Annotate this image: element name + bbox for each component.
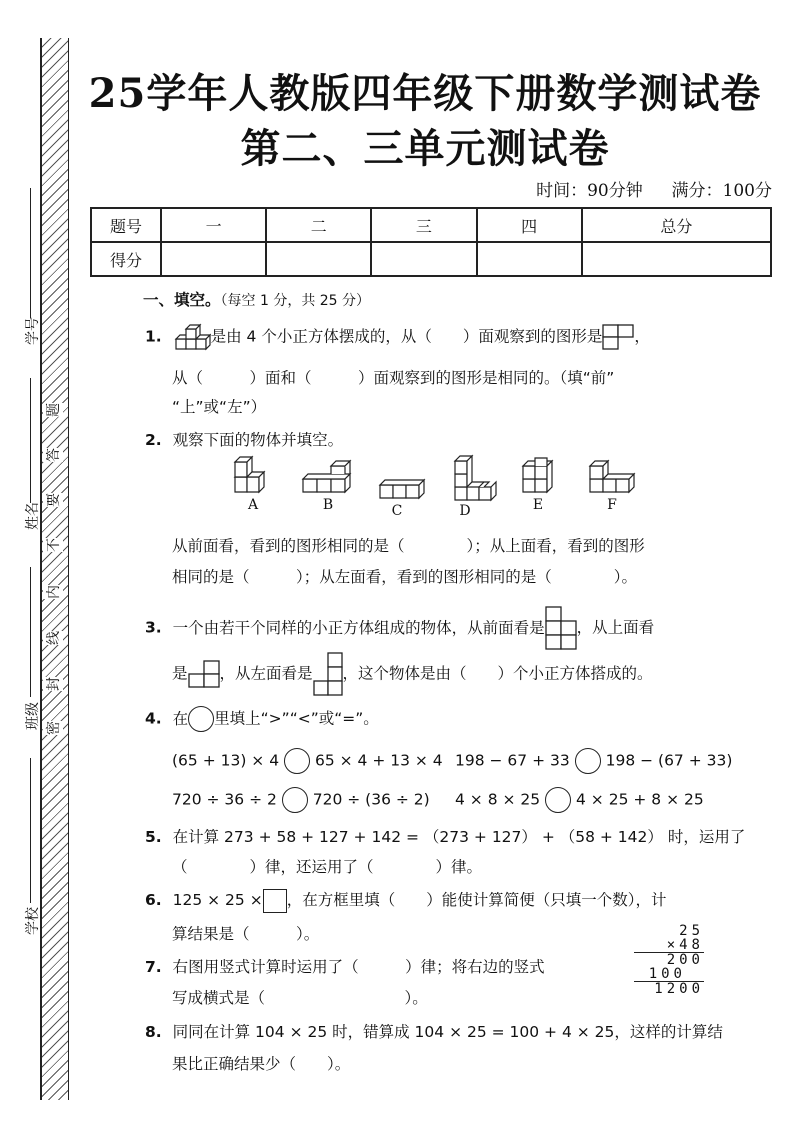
answer-circle[interactable]: [575, 748, 601, 774]
q3-text-a: 一个由若干个同样的小正方体组成的物体，从前面看是: [172, 618, 545, 637]
expr-right: 720 ÷ (36 ÷ 2): [312, 790, 430, 809]
q4-text-a: 在: [172, 709, 189, 728]
score-header-cell: 题号: [91, 208, 161, 242]
question-3-line-2: [172, 652, 653, 696]
q1-text-a: 是由 4 个小正方体摆成的，从（ ）面观察到的图形是: [210, 327, 603, 346]
section-heading: [143, 288, 370, 310]
seal-char: 要: [43, 493, 63, 507]
question-2-line-2: 从前面看，看到的图形相同的是（ ）；从上面看，看到的图形: [172, 537, 645, 555]
score-cell[interactable]: [161, 242, 266, 276]
compare-item-3: [172, 787, 430, 813]
compare-item-1: [172, 748, 443, 774]
q3-text-e: ，这个物体是由（ ）个小正方体搭成的。: [342, 664, 653, 683]
question-number: 2.: [145, 431, 162, 449]
cube-figures: [225, 452, 645, 522]
vm-row: 200: [666, 952, 704, 968]
section-title: 一、填空。: [143, 291, 221, 309]
seal-char: 密: [43, 721, 63, 735]
expr-right: 65 × 4 + 13 × 4: [314, 751, 443, 770]
time-limit: 时间：90分钟: [536, 181, 643, 201]
q6-text-b: ，在方框里填（ ）能使计算简便（只填一个数），计: [286, 891, 667, 909]
question-number: 3.: [145, 618, 162, 637]
question-number: 4.: [145, 709, 162, 728]
vm-row: 25: [679, 923, 704, 939]
q3-text-c: 是: [172, 664, 188, 683]
front-view-icon: [545, 606, 577, 650]
question-3-line-1: [145, 606, 654, 650]
expr-left: 198 − 67 + 33: [455, 751, 570, 770]
xingming-line: [30, 378, 31, 503]
score-header-cell: 二: [266, 208, 371, 242]
grid-shape-icon: [602, 324, 634, 350]
xuehao-label: 学号: [25, 317, 41, 345]
score-header-cell: 总分: [582, 208, 771, 242]
seal-char: 题: [43, 403, 63, 417]
q3-text-d: ，从左面看是: [219, 664, 313, 683]
question-7-line-2: 写成横式是（ ）。: [172, 989, 428, 1007]
expr-left: 4 × 8 × 25: [455, 790, 541, 809]
question-number: 6.: [145, 891, 162, 909]
seal-char: 封: [43, 677, 63, 691]
answer-circle[interactable]: [284, 748, 310, 774]
figure-f: [590, 461, 634, 492]
compare-circle-icon: [188, 706, 214, 732]
question-7-line-1: [145, 955, 545, 977]
figure-a: [235, 457, 264, 492]
vm-row: 100: [634, 967, 704, 982]
seal-char: 线: [43, 631, 63, 645]
figure-label: F: [607, 497, 617, 513]
seal-char: 内: [43, 585, 63, 599]
score-row-label: 得分: [91, 242, 161, 276]
score-header-cell: 四: [477, 208, 582, 242]
vm-row: ×48: [634, 938, 704, 953]
question-number: 8.: [145, 1023, 162, 1041]
seal-char: 不: [43, 538, 63, 552]
answer-circle[interactable]: [545, 787, 571, 813]
score-table-header-row: [91, 208, 771, 242]
seal-char: 答: [43, 448, 63, 462]
expr-left: 720 ÷ 36 ÷ 2: [172, 790, 277, 809]
question-number: 5.: [145, 828, 162, 846]
xuexiao-label: 学校: [25, 907, 41, 935]
question-5-line-1: [145, 825, 745, 847]
page-subtitle: 第二、三单元测试卷: [240, 125, 610, 172]
page-title: 25学年人教版四年级下册数学测试卷: [88, 70, 762, 117]
figure-c: [380, 480, 424, 498]
score-cell[interactable]: [477, 242, 582, 276]
xuexiao-line: [30, 758, 31, 903]
cube-stack-icon: [173, 322, 211, 352]
question-6-line-2: 算结果是（ ）。: [172, 925, 320, 943]
q2-text-a: 观察下面的物体并填空。: [172, 431, 344, 449]
question-6-line-1: [145, 888, 666, 913]
figure-e: [523, 458, 552, 492]
full-score: 满分：100分: [671, 181, 772, 201]
vm-row: 1200: [654, 981, 704, 997]
expr-right: 198 − (67 + 33): [605, 751, 733, 770]
vertical-multiplication: [634, 924, 704, 996]
q8-text-a: 同同在计算 104 × 25 时，错算成 104 × 25 = 100 + 4 × 25，这样的计算结: [172, 1023, 723, 1041]
figure-d: [455, 456, 496, 500]
score-table-score-row: [91, 242, 771, 276]
score-header-cell: 三: [371, 208, 476, 242]
exam-meta: [536, 176, 772, 201]
q6-text-a: 125 × 25 ×: [172, 891, 263, 909]
compare-item-4: [455, 787, 704, 813]
score-cell[interactable]: [266, 242, 371, 276]
question-8-line-1: [145, 1020, 723, 1042]
figure-label: E: [532, 497, 544, 513]
question-number: 1.: [145, 327, 162, 346]
expr-left: (65 + 13) × 4: [172, 751, 280, 770]
q3-text-b: ，从上面看: [576, 618, 655, 637]
figure-label: D: [459, 503, 471, 519]
score-header-cell: 一: [161, 208, 266, 242]
figure-label: B: [322, 497, 334, 513]
question-4-line-1: [145, 706, 379, 732]
top-view-icon: [188, 660, 220, 688]
figure-b: [303, 461, 350, 492]
figure-label: C: [391, 503, 403, 519]
q7-text-a: 右图用竖式计算时运用了（ ）律；将右边的竖式: [172, 958, 545, 976]
question-2-line-1: [145, 428, 343, 450]
question-5-line-2: （ ）律，还运用了（ ）律。: [172, 858, 483, 876]
question-1-line-3: “上”或“左”）: [172, 398, 267, 416]
xingming-label: 姓名: [25, 502, 41, 530]
banji-line: [30, 567, 31, 697]
banji-label: 班级: [25, 702, 41, 730]
q5-text-a: 在计算 273 + 58 + 127 + 142 = （273 + 127） + （58 + 142） 时，运用了: [172, 828, 746, 846]
xuehao-line: [30, 188, 31, 318]
question-number: 7.: [145, 958, 162, 976]
hatched-binding-strip: [40, 38, 69, 1100]
answer-box[interactable]: [263, 889, 287, 913]
answer-circle[interactable]: [282, 787, 308, 813]
score-table: [90, 207, 772, 277]
figure-label: A: [247, 497, 259, 513]
q4-text-b: 里填上“>”“<”或“=”。: [214, 709, 379, 728]
compare-item-2: [455, 748, 732, 774]
question-1-line-2: 从（ ）面和（ ）面观察到的图形是相同的。（填“前”: [172, 369, 615, 387]
question-2-line-3: 相同的是（ ）；从左面看，看到的图形相同的是（ ）。: [172, 568, 638, 586]
expr-right: 4 × 25 + 8 × 25: [576, 790, 704, 809]
score-cell[interactable]: [582, 242, 771, 276]
score-cell[interactable]: [371, 242, 476, 276]
section-note: （每空 1 分，共 25 分）: [220, 293, 371, 309]
question-1-line-1: [145, 322, 650, 352]
left-view-icon: [313, 652, 343, 696]
q1-text-b: ，: [634, 327, 650, 346]
binding-sidebar: [0, 0, 80, 1130]
question-8-line-2: 果比正确结果少（ ）。: [172, 1055, 351, 1073]
